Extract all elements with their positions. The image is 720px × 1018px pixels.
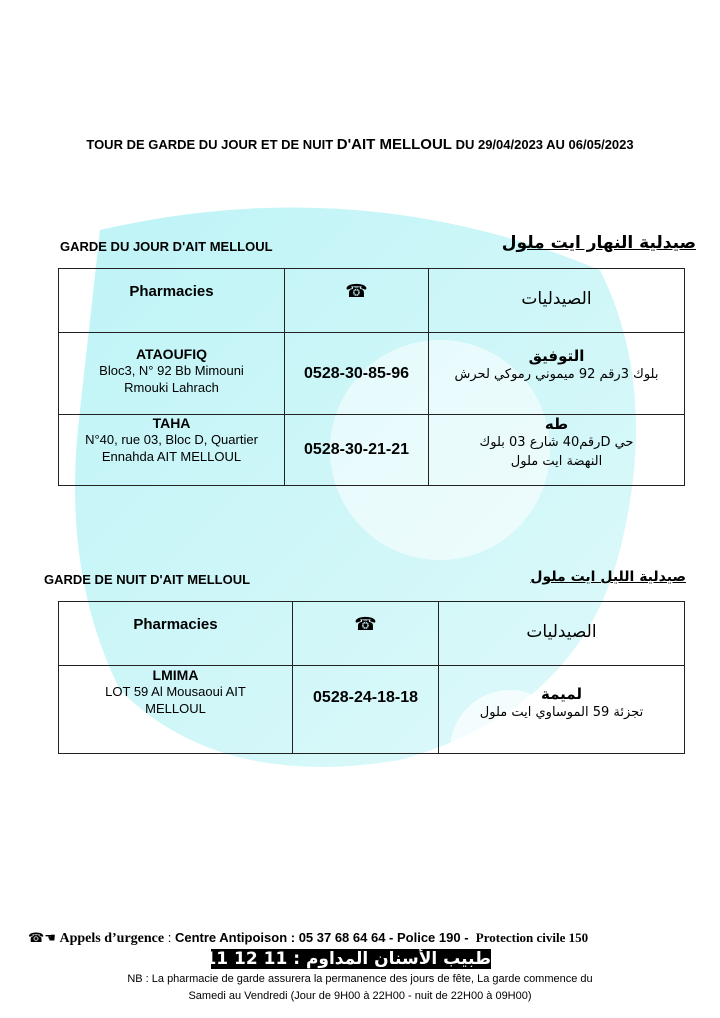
col-header-ar: الصيدليات [439,602,685,666]
pharmacy-address-ar: النهضة ايت ملول [510,454,603,469]
pharmacy-address-ar: حي Dرقم40 شارع 03 بلوك [479,435,634,450]
day-heading-fr: GARDE DU JOUR D'AIT MELLOUL [60,239,273,254]
pharmacy-address-line: Rmouki Lahrach [124,380,219,395]
page-title [0,136,720,153]
pharmacy-name: TAHA [152,415,191,431]
nb-line: Samedi au Vendredi (Jour de 9H00 à 22H00 - nuit de 22H00 à 09H00) [188,990,532,1002]
night-table [58,601,685,754]
pharmacy-address-line: Ennahda AIT MELLOUL [101,449,242,464]
pharmacy-address-ar: بلوك 3رقم 92 ميموني رموكي لحرش [454,367,659,382]
pharmacy-address-line: MELLOUL [145,701,206,716]
pharmacy-address-ar: تجزئة 59 الموساوي ايت ملول [479,705,644,720]
table-row [59,666,685,754]
title-city: D'AIT MELLOUL [336,136,452,153]
night-heading-fr: GARDE DE NUIT D'AIT MELLOUL [44,572,251,587]
col-header-pharmacies: Pharmacies [59,602,293,666]
pharmacy-name: LMIMA [152,667,199,683]
pharmacy-name: ATAOUFIQ [135,346,208,362]
title-prefix: TOUR DE GARDE DU JOUR ET DE NUIT [86,137,337,152]
pharmacy-name-ar: التوفيق [528,347,585,365]
night-heading-ar: صيدلية الليل ايت ملول [530,569,686,585]
dentist-banner: طبيب الأسنان المداوم : 11 12 11 08 06 [145,949,491,969]
day-table [58,268,685,486]
col-header-ar: الصيدليات [429,269,685,333]
table-row [59,415,685,486]
day-heading-ar: صيدلية النهار ايت ملول [501,233,696,253]
pharmacy-address-line: LOT 59 Al Mousaoui AIT [105,684,246,699]
antipoison-number: Centre Antipoison : 05 37 68 64 64 - Police 190 - [174,930,469,945]
phone-icon: ☎ [293,602,439,666]
appels-label: Appels d’urgence [59,931,165,946]
phone-hand-icon: ☎☚ [28,930,56,945]
nb-line: NB : La pharmacie de garde assurera la permanence des jours de fête, La garde commence du [127,973,593,985]
table-row [59,333,685,415]
pharmacy-phone: 0528-30-85-96 [285,333,429,415]
pharmacy-phone: 0528-24-18-18 [293,666,439,754]
protection-civile: Protection civile 150 [475,930,589,945]
pharmacy-phone: 0528-30-21-21 [285,415,429,486]
pharmacy-address-line: N°40, rue 03, Bloc D, Quartier [85,432,258,447]
pharmacy-name-ar: طه [544,415,569,433]
pharmacy-address-line: Bloc3, N° 92 Bb Mimouni [99,363,244,378]
phone-icon: ☎ [285,269,429,333]
appels-colon: : [164,930,175,945]
title-dates: DU 29/04/2023 AU 06/05/2023 [451,137,634,152]
col-header-pharmacies: Pharmacies [59,269,285,333]
nb-note [40,971,680,1005]
emergency-calls [28,930,698,947]
pharmacy-name-ar: لميمة [541,685,582,703]
